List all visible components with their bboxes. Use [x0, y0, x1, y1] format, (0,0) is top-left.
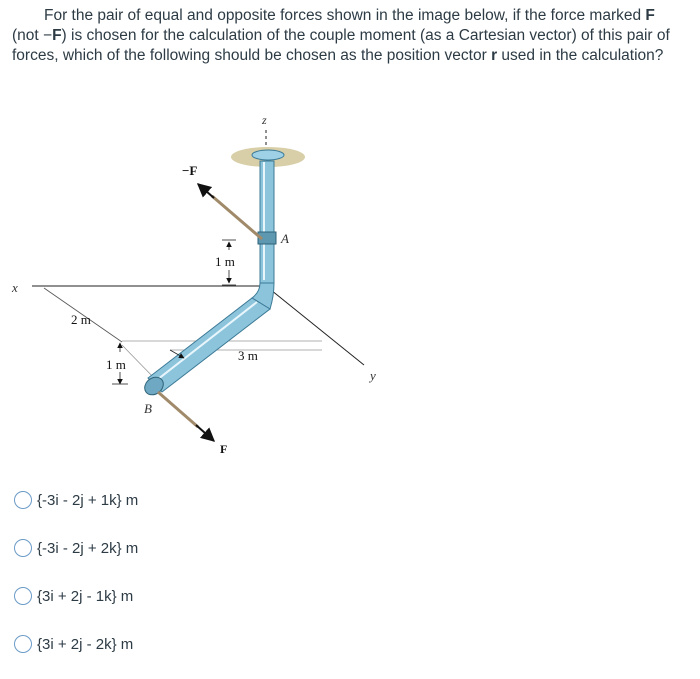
- radio-button[interactable]: [14, 635, 32, 653]
- answer-option-4[interactable]: [14, 632, 133, 656]
- answer-option-3[interactable]: [14, 584, 133, 608]
- dim-1m-left-label: 1 m: [106, 357, 126, 372]
- dim-2m-label: 2 m: [71, 312, 91, 327]
- point-b-label: B: [144, 401, 152, 416]
- question-text: For the pair of equal and opposite forces shown in the image below, if the force marked F (not −F) is chosen for the calculation of the couple moment (as a Cartesian vector) of this pair of forces, which of the following should be chosen as the position vector r used in the calculation?: [12, 7, 670, 64]
- y-axis-line: [266, 286, 364, 365]
- answer-option-1[interactable]: [14, 488, 138, 512]
- dim-1m-top-label: 1 m: [215, 254, 235, 269]
- answer-label: {-3i - 2j + 2k} m: [37, 539, 139, 557]
- radio-button[interactable]: [14, 539, 32, 557]
- arrow-neg-f: [198, 184, 214, 198]
- z-axis-label: z: [262, 113, 267, 127]
- point-a-label: A: [281, 231, 289, 246]
- answer-label: {3i + 2j - 2k} m: [37, 635, 134, 653]
- neg-f-label: −F: [182, 163, 198, 178]
- answer-label: {3i + 2j - 1k} m: [37, 587, 134, 605]
- answer-option-2[interactable]: [14, 536, 138, 560]
- diagonal-pipe: [148, 298, 270, 392]
- answer-label: {-3i - 2j + 1k} m: [37, 491, 139, 509]
- dim-3m-label: 3 m: [238, 348, 258, 363]
- radio-button[interactable]: [14, 491, 32, 509]
- rope-f: [158, 392, 198, 427]
- rope-neg-f: [212, 196, 262, 239]
- y-axis-label: y: [370, 368, 376, 383]
- radio-button[interactable]: [14, 587, 32, 605]
- x-axis-label: x: [12, 280, 18, 295]
- vertical-pipe: [260, 161, 274, 283]
- base-plate-top: [252, 150, 284, 160]
- f-label: F: [220, 442, 228, 456]
- arrow-f: [196, 425, 214, 441]
- couple-moment-figure: [0, 100, 700, 470]
